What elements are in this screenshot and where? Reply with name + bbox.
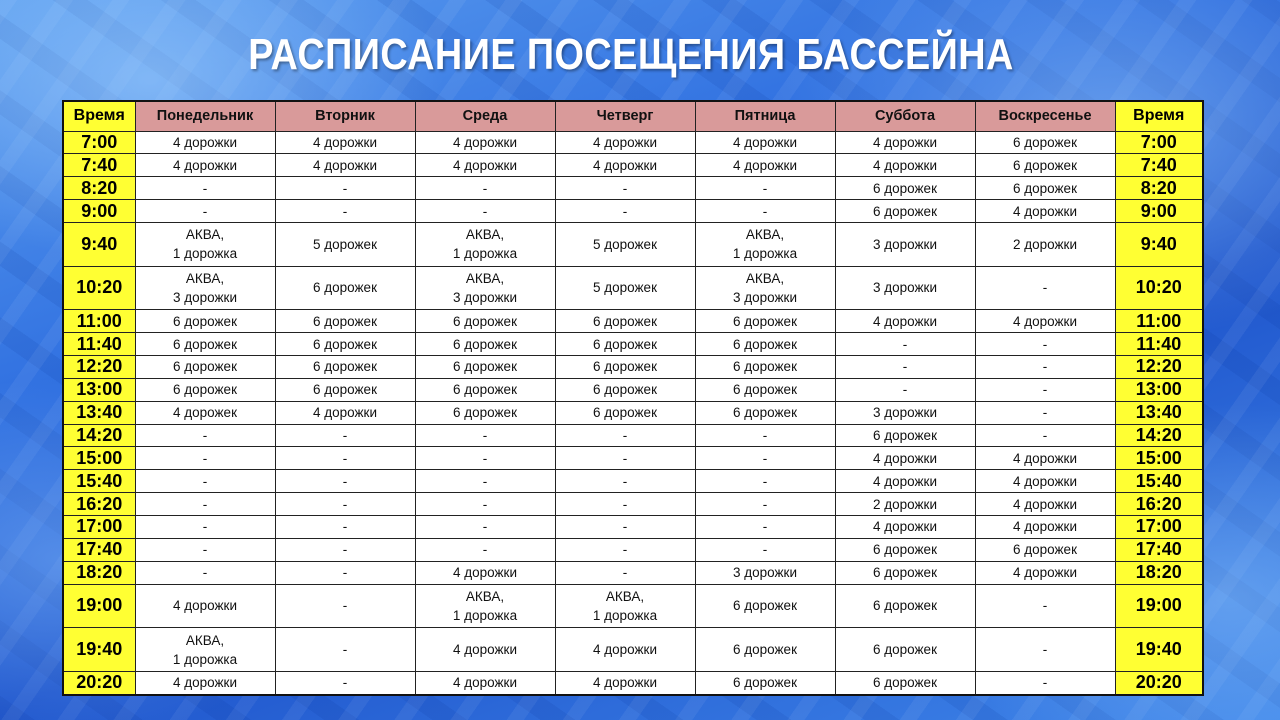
time-column-header-left: Время xyxy=(63,101,135,131)
schedule-cell: - xyxy=(975,628,1115,672)
time-cell-right: 16:20 xyxy=(1115,493,1203,516)
schedule-cell: 6 дорожек xyxy=(695,310,835,333)
schedule-cell: 4 дорожки xyxy=(835,154,975,177)
schedule-cell: 3 дорожки xyxy=(835,266,975,310)
schedule-cell: - xyxy=(135,493,275,516)
schedule-cell: 3 дорожки xyxy=(695,561,835,584)
table-row xyxy=(63,154,1203,177)
schedule-cell: - xyxy=(275,538,415,561)
schedule-cell: 2 дорожки xyxy=(835,493,975,516)
table-row xyxy=(63,584,1203,628)
schedule-cell: 3 дорожки xyxy=(835,222,975,266)
time-cell-left: 18:20 xyxy=(63,561,135,584)
schedule-cell: АКВА, 1 дорожка xyxy=(135,222,275,266)
time-cell-right: 13:40 xyxy=(1115,401,1203,424)
schedule-cell: - xyxy=(275,424,415,447)
schedule-cell: 6 дорожек xyxy=(415,378,555,401)
time-cell-left: 15:00 xyxy=(63,447,135,470)
time-cell-right: 17:00 xyxy=(1115,515,1203,538)
time-column-header-right: Время xyxy=(1115,101,1203,131)
table-row xyxy=(63,266,1203,310)
schedule-cell: - xyxy=(555,493,695,516)
schedule-cell: 4 дорожки xyxy=(835,131,975,154)
schedule-cell: 6 дорожек xyxy=(695,378,835,401)
time-cell-right: 18:20 xyxy=(1115,561,1203,584)
schedule-cell: АКВА, 1 дорожка xyxy=(415,584,555,628)
schedule-cell: - xyxy=(415,200,555,223)
time-cell-right: 14:20 xyxy=(1115,424,1203,447)
time-cell-right: 19:00 xyxy=(1115,584,1203,628)
schedule-cell: - xyxy=(135,200,275,223)
schedule-cell: АКВА, 3 дорожки xyxy=(135,266,275,310)
schedule-cell: - xyxy=(695,177,835,200)
schedule-cell: - xyxy=(975,584,1115,628)
schedule-cell: 4 дорожки xyxy=(555,131,695,154)
table-row xyxy=(63,355,1203,378)
schedule-cell: 4 дорожки xyxy=(415,628,555,672)
schedule-cell: 4 дорожки xyxy=(415,671,555,695)
table-row xyxy=(63,131,1203,154)
table-row xyxy=(63,538,1203,561)
schedule-cell: 4 дорожки xyxy=(975,447,1115,470)
schedule-cell: 6 дорожек xyxy=(555,355,695,378)
table-row xyxy=(63,200,1203,223)
schedule-cell: 6 дорожек xyxy=(275,266,415,310)
schedule-cell: 6 дорожек xyxy=(415,355,555,378)
schedule-cell: 6 дорожек xyxy=(835,561,975,584)
schedule-cell: - xyxy=(415,424,555,447)
schedule-cell: - xyxy=(275,561,415,584)
schedule-cell: АКВА, 3 дорожки xyxy=(695,266,835,310)
schedule-cell: - xyxy=(555,561,695,584)
schedule-cell: - xyxy=(135,447,275,470)
time-cell-right: 15:00 xyxy=(1115,447,1203,470)
schedule-cell: 6 дорожек xyxy=(415,310,555,333)
schedule-cell: 3 дорожки xyxy=(835,401,975,424)
schedule-cell: - xyxy=(135,561,275,584)
schedule-cell: 4 дорожки xyxy=(135,154,275,177)
time-cell-left: 17:40 xyxy=(63,538,135,561)
time-cell-left: 8:20 xyxy=(63,177,135,200)
schedule-cell: 6 дорожек xyxy=(135,333,275,356)
schedule-cell: - xyxy=(975,355,1115,378)
day-header-sunday: Воскресенье xyxy=(975,101,1115,131)
schedule-cell: - xyxy=(695,538,835,561)
table-row xyxy=(63,561,1203,584)
day-header-friday: Пятница xyxy=(695,101,835,131)
schedule-cell: - xyxy=(135,538,275,561)
schedule-cell: - xyxy=(695,424,835,447)
schedule-cell: - xyxy=(135,177,275,200)
time-cell-left: 7:00 xyxy=(63,131,135,154)
time-cell-right: 8:20 xyxy=(1115,177,1203,200)
schedule-cell: - xyxy=(275,470,415,493)
table-row xyxy=(63,333,1203,356)
schedule-cell: - xyxy=(275,671,415,695)
time-cell-left: 14:20 xyxy=(63,424,135,447)
schedule-cell: 4 дорожки xyxy=(415,131,555,154)
schedule-cell: - xyxy=(975,424,1115,447)
schedule-cell: - xyxy=(135,515,275,538)
schedule-cell: - xyxy=(415,447,555,470)
schedule-cell: - xyxy=(555,538,695,561)
schedule-body xyxy=(63,131,1203,695)
schedule-cell: - xyxy=(275,515,415,538)
time-cell-left: 13:00 xyxy=(63,378,135,401)
day-header-saturday: Суббота xyxy=(835,101,975,131)
schedule-cell: - xyxy=(415,538,555,561)
schedule-cell: АКВА, 1 дорожка xyxy=(695,222,835,266)
schedule-cell: - xyxy=(975,266,1115,310)
schedule-cell: - xyxy=(975,401,1115,424)
schedule-cell: 6 дорожек xyxy=(135,355,275,378)
time-cell-left: 19:40 xyxy=(63,628,135,672)
time-cell-left: 19:00 xyxy=(63,584,135,628)
table-row xyxy=(63,222,1203,266)
time-cell-right: 20:20 xyxy=(1115,671,1203,695)
schedule-cell: 6 дорожек xyxy=(555,310,695,333)
schedule-cell: 6 дорожек xyxy=(135,378,275,401)
time-cell-right: 13:00 xyxy=(1115,378,1203,401)
day-header-thursday: Четверг xyxy=(555,101,695,131)
table-row xyxy=(63,424,1203,447)
schedule-cell: - xyxy=(975,671,1115,695)
schedule-cell: 5 дорожек xyxy=(275,222,415,266)
schedule-cell: 4 дорожки xyxy=(835,447,975,470)
time-cell-left: 10:20 xyxy=(63,266,135,310)
time-cell-left: 12:20 xyxy=(63,355,135,378)
schedule-cell: 6 дорожек xyxy=(555,378,695,401)
time-cell-left: 15:40 xyxy=(63,470,135,493)
schedule-cell: 6 дорожек xyxy=(275,355,415,378)
schedule-cell: 4 дорожки xyxy=(555,154,695,177)
schedule-cell: 4 дорожки xyxy=(695,154,835,177)
schedule-cell: - xyxy=(275,177,415,200)
table-row xyxy=(63,177,1203,200)
schedule-table xyxy=(62,100,1204,696)
schedule-cell: - xyxy=(415,515,555,538)
time-cell-right: 9:40 xyxy=(1115,222,1203,266)
schedule-cell: - xyxy=(555,470,695,493)
table-row xyxy=(63,671,1203,695)
schedule-cell: 6 дорожек xyxy=(555,333,695,356)
schedule-cell: - xyxy=(275,584,415,628)
schedule-cell: 6 дорожек xyxy=(835,628,975,672)
time-cell-right: 10:20 xyxy=(1115,266,1203,310)
time-cell-right: 7:00 xyxy=(1115,131,1203,154)
schedule-cell: 4 дорожки xyxy=(835,470,975,493)
time-cell-right: 12:20 xyxy=(1115,355,1203,378)
time-cell-right: 7:40 xyxy=(1115,154,1203,177)
schedule-cell: - xyxy=(835,378,975,401)
time-cell-right: 17:40 xyxy=(1115,538,1203,561)
time-cell-right: 9:00 xyxy=(1115,200,1203,223)
schedule-cell: 4 дорожки xyxy=(975,515,1115,538)
table-row xyxy=(63,470,1203,493)
schedule-cell: - xyxy=(835,333,975,356)
schedule-cell: 6 дорожек xyxy=(975,538,1115,561)
schedule-cell: 6 дорожек xyxy=(695,628,835,672)
schedule-cell: АКВА, 3 дорожки xyxy=(415,266,555,310)
table-row xyxy=(63,447,1203,470)
table-row xyxy=(63,628,1203,672)
schedule-cell: - xyxy=(415,470,555,493)
time-cell-left: 11:40 xyxy=(63,333,135,356)
schedule-cell: 4 дорожки xyxy=(695,131,835,154)
schedule-cell: 4 дорожки xyxy=(275,131,415,154)
day-header-monday: Понедельник xyxy=(135,101,275,131)
schedule-cell: - xyxy=(275,200,415,223)
time-cell-left: 20:20 xyxy=(63,671,135,695)
schedule-cell: 6 дорожек xyxy=(275,310,415,333)
schedule-cell: 4 дорожки xyxy=(975,200,1115,223)
schedule-cell: 6 дорожек xyxy=(695,333,835,356)
schedule-cell: - xyxy=(695,447,835,470)
schedule-cell: - xyxy=(275,628,415,672)
schedule-cell: АКВА, 1 дорожка xyxy=(415,222,555,266)
schedule-cell: 5 дорожек xyxy=(555,222,695,266)
schedule-cell: 6 дорожек xyxy=(835,200,975,223)
schedule-cell: 6 дорожек xyxy=(835,538,975,561)
schedule-cell: 6 дорожек xyxy=(835,177,975,200)
schedule-cell: 4 дорожки xyxy=(975,310,1115,333)
time-cell-right: 11:00 xyxy=(1115,310,1203,333)
schedule-cell: - xyxy=(555,200,695,223)
schedule-cell: 6 дорожек xyxy=(695,671,835,695)
schedule-cell: 4 дорожки xyxy=(975,493,1115,516)
schedule-cell: 6 дорожек xyxy=(695,401,835,424)
table-row xyxy=(63,310,1203,333)
schedule-cell: 6 дорожек xyxy=(415,401,555,424)
schedule-cell: - xyxy=(275,493,415,516)
schedule-cell: 6 дорожек xyxy=(275,378,415,401)
schedule-cell: - xyxy=(975,378,1115,401)
schedule-cell: 4 дорожки xyxy=(135,131,275,154)
schedule-cell: - xyxy=(555,424,695,447)
schedule-cell: 6 дорожек xyxy=(415,333,555,356)
time-cell-left: 17:00 xyxy=(63,515,135,538)
time-cell-right: 11:40 xyxy=(1115,333,1203,356)
schedule-cell: - xyxy=(835,355,975,378)
table-row xyxy=(63,378,1203,401)
schedule-cell: - xyxy=(555,447,695,470)
schedule-cell: - xyxy=(555,515,695,538)
schedule-cell: - xyxy=(695,470,835,493)
schedule-cell: 4 дорожки xyxy=(975,470,1115,493)
schedule-cell: 6 дорожек xyxy=(835,671,975,695)
schedule-cell: 5 дорожек xyxy=(555,266,695,310)
schedule-cell: - xyxy=(415,493,555,516)
schedule-cell: 6 дорожек xyxy=(555,401,695,424)
schedule-cell: - xyxy=(555,177,695,200)
time-cell-left: 9:00 xyxy=(63,200,135,223)
schedule-cell: 4 дорожки xyxy=(835,310,975,333)
schedule-cell: 2 дорожки xyxy=(975,222,1115,266)
schedule-cell: 6 дорожек xyxy=(275,333,415,356)
schedule-cell: 6 дорожек xyxy=(695,584,835,628)
schedule-cell: - xyxy=(695,200,835,223)
schedule-cell: 4 дорожки xyxy=(555,671,695,695)
table-row xyxy=(63,401,1203,424)
schedule-cell: 6 дорожек xyxy=(975,131,1115,154)
table-header-row xyxy=(63,101,1203,131)
schedule-cell: - xyxy=(135,470,275,493)
schedule-cell: - xyxy=(695,515,835,538)
schedule-cell: 4 дорожки xyxy=(275,154,415,177)
table-row xyxy=(63,493,1203,516)
page-title: РАСПИСАНИЕ ПОСЕЩЕНИЯ БАССЕЙНА xyxy=(248,30,1014,79)
schedule-cell: 4 дорожки xyxy=(415,154,555,177)
schedule-cell: 4 дорожки xyxy=(415,561,555,584)
time-cell-left: 9:40 xyxy=(63,222,135,266)
schedule-cell: 6 дорожек xyxy=(135,310,275,333)
schedule-cell: АКВА, 1 дорожка xyxy=(135,628,275,672)
schedule-cell: - xyxy=(975,333,1115,356)
schedule-cell: - xyxy=(695,493,835,516)
schedule-cell: 4 дорожек xyxy=(135,401,275,424)
schedule-cell: 6 дорожек xyxy=(975,154,1115,177)
day-header-wednesday: Среда xyxy=(415,101,555,131)
time-cell-left: 11:00 xyxy=(63,310,135,333)
schedule-cell: 4 дорожки xyxy=(975,561,1115,584)
schedule-cell: 6 дорожек xyxy=(835,424,975,447)
time-cell-left: 16:20 xyxy=(63,493,135,516)
schedule-cell: 4 дорожки xyxy=(555,628,695,672)
time-cell-left: 13:40 xyxy=(63,401,135,424)
schedule-cell: 6 дорожек xyxy=(695,355,835,378)
table-row xyxy=(63,515,1203,538)
time-cell-right: 15:40 xyxy=(1115,470,1203,493)
schedule-cell: - xyxy=(135,424,275,447)
schedule-cell: - xyxy=(275,447,415,470)
schedule-cell: 4 дорожки xyxy=(135,671,275,695)
schedule-cell: 6 дорожек xyxy=(975,177,1115,200)
time-cell-right: 19:40 xyxy=(1115,628,1203,672)
day-header-tuesday: Вторник xyxy=(275,101,415,131)
time-cell-left: 7:40 xyxy=(63,154,135,177)
schedule-cell: 4 дорожки xyxy=(275,401,415,424)
schedule-cell: 6 дорожек xyxy=(835,584,975,628)
schedule-cell: АКВА, 1 дорожка xyxy=(555,584,695,628)
schedule-cell: - xyxy=(415,177,555,200)
schedule-cell: 4 дорожки xyxy=(835,515,975,538)
schedule-cell: 4 дорожки xyxy=(135,584,275,628)
